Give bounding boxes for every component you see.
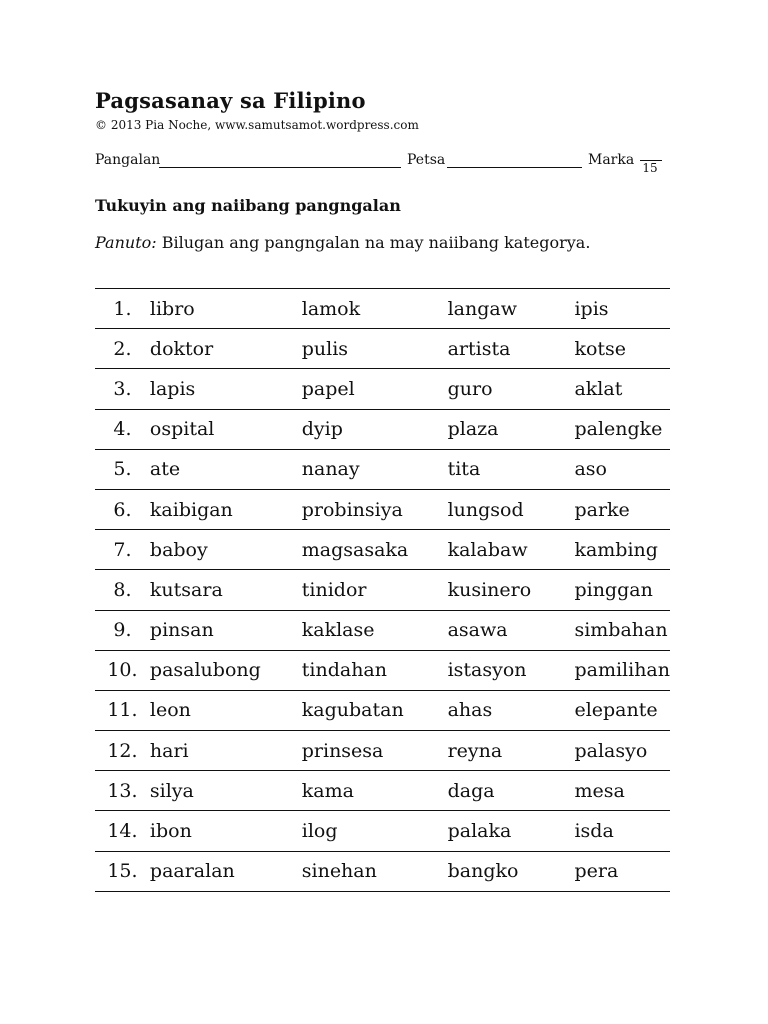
word-choice[interactable]: lapis <box>149 377 196 400</box>
word-choice[interactable]: kagubatan <box>301 699 404 722</box>
word-choice[interactable]: probinsiya <box>301 498 403 521</box>
name-field-line[interactable] <box>159 167 401 168</box>
item-row <box>95 369 670 409</box>
item-row <box>95 610 670 650</box>
item-number: 2. <box>113 337 132 360</box>
word-choice[interactable]: palengke <box>574 418 663 441</box>
word-choice[interactable]: tindahan <box>301 659 387 682</box>
worksheet-title: Pagsasanay sa Filipino <box>95 88 366 113</box>
score-total: 15 <box>642 161 658 175</box>
student-info-row <box>95 150 670 180</box>
item-number: 15. <box>107 860 138 883</box>
word-choice[interactable]: ilog <box>301 820 338 843</box>
item-number: 14. <box>107 820 138 843</box>
word-choice[interactable]: pamilihan <box>574 659 670 682</box>
item-number: 6. <box>113 498 132 521</box>
word-choice[interactable]: kotse <box>574 337 627 360</box>
word-choice[interactable]: lungsod <box>447 498 524 521</box>
date-field-line[interactable] <box>447 167 582 168</box>
word-choice[interactable]: dyip <box>301 418 343 441</box>
word-choice[interactable]: magsasaka <box>301 538 409 561</box>
word-choice[interactable]: parke <box>574 498 630 521</box>
item-number: 9. <box>113 619 132 642</box>
item-row <box>95 731 670 771</box>
item-number: 4. <box>113 418 132 441</box>
word-choice[interactable]: palaka <box>447 820 512 843</box>
word-choice[interactable]: plaza <box>447 418 499 441</box>
item-row <box>95 811 670 851</box>
word-choice[interactable]: simbahan <box>574 619 668 642</box>
word-choice[interactable]: palasyo <box>574 739 648 762</box>
word-choice[interactable]: tita <box>447 458 481 481</box>
word-choice[interactable]: prinsesa <box>301 739 384 762</box>
word-choice[interactable]: sinehan <box>301 860 377 883</box>
item-row <box>95 570 670 610</box>
word-choice[interactable]: isda <box>574 820 614 843</box>
item-row <box>95 449 670 489</box>
word-choice[interactable]: ospital <box>149 418 215 441</box>
word-choice[interactable]: baboy <box>149 538 208 561</box>
item-number: 5. <box>113 458 132 481</box>
word-choice[interactable]: pulis <box>301 337 349 360</box>
word-choice[interactable]: daga <box>447 779 495 802</box>
item-row <box>95 530 670 570</box>
item-row <box>95 771 670 811</box>
word-choice[interactable]: langaw <box>447 297 517 320</box>
item-number: 7. <box>113 538 132 561</box>
copyright-text: 2013 Pia Noche, www.samutsamot.wordpress.com <box>110 118 419 132</box>
word-choice[interactable]: papel <box>301 377 355 400</box>
word-choice[interactable]: kusinero <box>447 578 532 601</box>
copyright-icon: © <box>95 118 107 132</box>
word-choice[interactable]: pinggan <box>574 578 653 601</box>
item-row <box>95 289 670 329</box>
word-choice[interactable]: silya <box>149 779 194 802</box>
word-choice[interactable]: ahas <box>447 699 493 722</box>
word-choice[interactable]: hari <box>149 739 189 762</box>
item-number: 13. <box>107 779 138 802</box>
word-choice[interactable]: mesa <box>574 779 625 802</box>
item-row <box>95 489 670 529</box>
instructions <box>95 233 590 252</box>
word-choice[interactable]: kalabaw <box>447 538 528 561</box>
item-number: 8. <box>113 578 132 601</box>
word-choice[interactable]: kama <box>301 779 354 802</box>
item-row <box>95 851 670 891</box>
word-choice[interactable]: aso <box>574 458 607 481</box>
section-title: Tukuyin ang naiibang pangngalan <box>95 196 401 215</box>
score-label: Marka <box>588 152 635 168</box>
word-choice[interactable]: ate <box>149 458 181 481</box>
word-choice[interactable]: kambing <box>574 538 658 561</box>
word-choice[interactable]: bangko <box>447 860 519 883</box>
word-choice[interactable]: artista <box>447 337 511 360</box>
item-number: 3. <box>113 377 132 400</box>
word-choice[interactable]: ipis <box>574 297 609 320</box>
word-choice[interactable]: paaralan <box>149 860 235 883</box>
item-row <box>95 650 670 690</box>
item-number: 1. <box>113 297 132 320</box>
item-row <box>95 329 670 369</box>
word-choice[interactable]: leon <box>149 699 191 722</box>
item-number: 11. <box>107 699 138 722</box>
name-label: Pangalan <box>95 152 161 168</box>
item-row <box>95 690 670 730</box>
word-choice[interactable]: pinsan <box>149 619 214 642</box>
word-choice[interactable]: guro <box>447 377 493 400</box>
word-choice[interactable]: pasalubong <box>149 659 261 682</box>
word-choice[interactable]: aklat <box>574 377 623 400</box>
word-choice[interactable]: reyna <box>447 739 503 762</box>
copyright-line <box>95 118 419 132</box>
word-choice[interactable]: kutsara <box>149 578 223 601</box>
instructions-label: Panuto: <box>95 233 157 252</box>
word-choice[interactable]: nanay <box>301 458 360 481</box>
word-choice[interactable]: libro <box>149 297 195 320</box>
word-choice[interactable]: elepante <box>574 699 658 722</box>
item-number: 10. <box>107 659 138 682</box>
word-choice[interactable]: ibon <box>149 820 192 843</box>
word-choice[interactable]: tinidor <box>301 578 367 601</box>
items-table <box>95 288 670 892</box>
instructions-text: Bilugan ang pangngalan na may naiibang kategorya. <box>161 233 591 252</box>
word-choice[interactable]: kaklase <box>301 619 375 642</box>
word-choice[interactable]: kaibigan <box>149 498 233 521</box>
score-fraction <box>640 160 660 175</box>
word-choice[interactable]: pera <box>574 860 619 883</box>
item-row <box>95 409 670 449</box>
word-choice[interactable]: doktor <box>149 337 214 360</box>
date-label: Petsa <box>407 152 446 168</box>
word-choice[interactable]: lamok <box>301 297 361 320</box>
word-choice[interactable]: asawa <box>447 619 508 642</box>
item-number: 12. <box>107 739 138 762</box>
word-choice[interactable]: istasyon <box>447 659 527 682</box>
